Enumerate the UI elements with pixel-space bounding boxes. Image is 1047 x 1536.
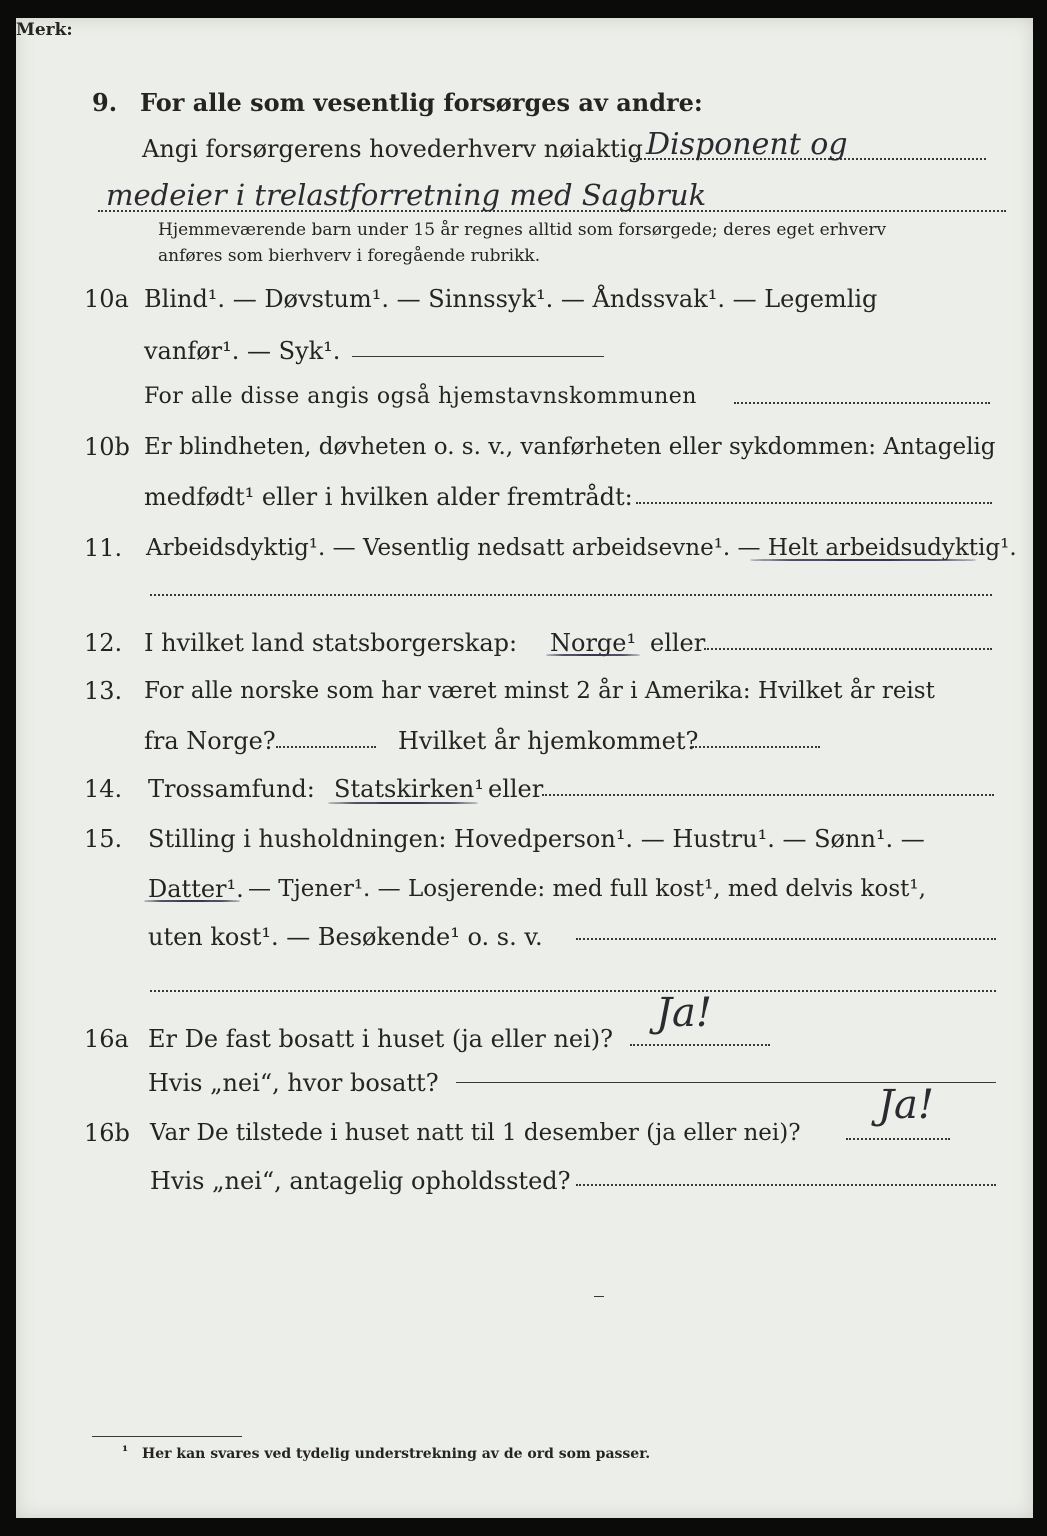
q16a-handwritten-answer: Ja!	[656, 990, 712, 1036]
q13-number: 13.	[84, 677, 123, 705]
q16b-number: 16b	[84, 1119, 130, 1147]
footnote-text: Her kan svares ved tydelig understrekning av de ord som passer.	[142, 1446, 651, 1462]
q12-norge-underline	[546, 654, 640, 656]
q12-prefix: I hvilket land statsborgerskap:	[144, 629, 518, 657]
q10b-answer-line	[636, 502, 992, 504]
q13-line-2a: fra Norge?	[144, 727, 276, 755]
q10b-line-2: medfødt¹ eller i hvilken alder fremtrådt:	[144, 483, 633, 511]
q12-option-norge: Norge¹	[550, 629, 637, 657]
q9-handwritten-answer-2: medeier i trelastforretning med Sagbruk	[106, 178, 707, 212]
q10b-number: 10b	[84, 433, 130, 461]
q16b-answer-line	[846, 1138, 950, 1140]
q13-line-2b: Hvilket år hjemkommet?	[398, 727, 699, 755]
q10a-answer-line	[352, 356, 604, 357]
q13-reist-line	[276, 746, 376, 748]
merk-line-1: Hjemmeværende barn under 15 år regnes alltid som forsørgede; deres eget erhverv	[158, 220, 887, 240]
q9-prompt: Angi forsørgerens hovederhverv nøiaktig	[142, 135, 643, 163]
q13-hjemkommet-line	[692, 746, 820, 748]
q10a-hjemstavn-line	[734, 402, 990, 404]
q16a-line-1: Er De fast bosatt i huset (ja eller nei)?	[148, 1025, 614, 1053]
q15-option-datter: Datter¹.	[148, 875, 244, 903]
q14-suffix: eller	[488, 775, 544, 803]
q15-line-2b: — Tjener¹. — Losjerende: med full kost¹, med delvis kost¹,	[248, 876, 926, 902]
q16b-line-2: Hvis „nei“, antagelig opholdssted?	[150, 1167, 571, 1195]
q14-option-statskirken: Statskirken¹	[334, 775, 484, 803]
q16b-handwritten-answer: Ja!	[878, 1082, 934, 1128]
q9-handwritten-answer-1: Disponent og	[646, 127, 848, 162]
footnote-marker: ¹	[122, 1444, 129, 1460]
stray-mark	[594, 1296, 604, 1297]
q10b-line-1: Er blindheten, døvheten o. s. v., vanførheten eller sykdommen: Antagelig	[144, 434, 996, 460]
footnote-rule	[92, 1436, 242, 1437]
q16b-line-1: Var De tilstede i huset natt til 1 desember (ja eller nei)?	[150, 1120, 801, 1146]
q15-line-1: Stilling i husholdningen: Hovedperson¹. — Hustru¹. — Sønn¹. —	[148, 825, 925, 853]
q11-number: 11.	[84, 534, 123, 562]
census-form-page	[16, 18, 1033, 1518]
q10a-line-1: Blind¹. — Døvstum¹. — Sinnssyk¹. — Åndssvak¹. — Legemlig	[144, 285, 878, 313]
q14-answer-line	[542, 794, 994, 796]
q16a-line-2: Hvis „nei“, hvor bosatt?	[148, 1069, 439, 1097]
q15-number: 15.	[84, 825, 123, 853]
merk-line-2: anføres som bierhverv i foregående rubrikk.	[158, 246, 541, 266]
q14-statskirken-underline	[328, 802, 478, 804]
q15-datter-underline	[144, 900, 240, 902]
q12-answer-line	[704, 648, 992, 650]
q16a-answer-line	[630, 1044, 770, 1046]
q10a-number: 10a	[84, 285, 129, 313]
q14-prefix: Trossamfund:	[148, 775, 315, 803]
q11-line-1: Arbeidsdyktig¹. — Vesentlig nedsatt arbeidsevne¹. — Helt arbeidsudyktig¹.	[146, 535, 1017, 561]
merk-label: Merk:	[16, 20, 73, 40]
q14-number: 14.	[84, 775, 123, 803]
q9-title: For alle som vesentlig forsørges av andre:	[140, 88, 703, 117]
q12-suffix: eller	[650, 629, 706, 657]
q10a-line-3: For alle disse angis også hjemstavnskommunen	[144, 384, 697, 409]
q9-number: 9.	[92, 88, 118, 117]
q15-line-3: uten kost¹. — Besøkende¹ o. s. v.	[148, 923, 543, 951]
q11-helt-underline	[750, 559, 976, 561]
q16b-opholdssted-line	[576, 1184, 996, 1186]
q15-answer-line-2	[150, 990, 996, 992]
q12-number: 12.	[84, 629, 123, 657]
q13-line-1: For alle norske som har været minst 2 år i Amerika: Hvilket år reist	[144, 678, 935, 704]
q11-answer-line	[150, 594, 992, 596]
q15-answer-line-1	[576, 938, 996, 940]
q10a-line-2: vanfør¹. — Syk¹.	[144, 337, 341, 365]
q16a-number: 16a	[84, 1025, 129, 1053]
